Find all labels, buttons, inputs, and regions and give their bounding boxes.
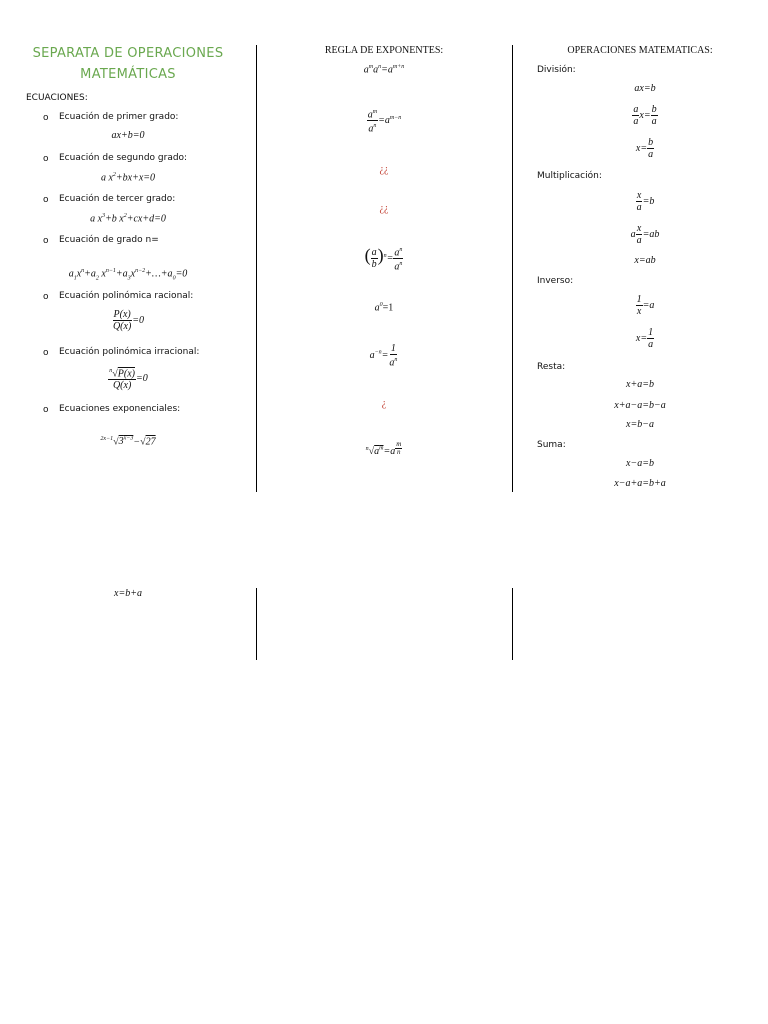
mul-step-2: a $\frac{x}{a}$ =ab bbox=[630, 223, 660, 246]
formula-segundo-grado: a $x^2+bx+x=0$ bbox=[100, 172, 156, 184]
section-ecuaciones: ECUACIONES: bbox=[26, 93, 88, 103]
item-label-exponenciales: Ecuaciones exponenciales: bbox=[59, 404, 181, 414]
item-label-grado-n: Ecuación de grado n= bbox=[59, 235, 159, 245]
divider-left-bottom bbox=[256, 588, 257, 660]
exp-rule-zero-value: =1 bbox=[382, 302, 394, 314]
bullet-icon: o bbox=[43, 154, 49, 164]
label-multiplicacion: Multiplicación: bbox=[537, 171, 602, 181]
item-label-primer-grado: Ecuación de primer grado: bbox=[59, 112, 179, 122]
document-title bbox=[20, 43, 236, 85]
exp-rule-product: $a^ma^n=a^{m+n}$ bbox=[363, 64, 405, 76]
suma-step-2: x−a+a=b+a bbox=[614, 478, 666, 489]
item-label-racional: Ecuación polinómica racional: bbox=[59, 291, 194, 301]
formula-irracional: $\frac{^n√P(x)}{Q(x)}$ =0 bbox=[109, 368, 148, 392]
div-step-3: x= $\frac{b}{a}$ bbox=[635, 137, 654, 160]
exp-rule-zero: $a^0=1$ bbox=[374, 302, 394, 314]
exp-rule-root: $^n√a^m=a$ $^{\frac{m}{n}}$ bbox=[365, 440, 402, 458]
formula-racional: $\frac{P(x)}{Q(x)}$ =0 bbox=[112, 309, 145, 332]
heading-operaciones: OPERACIONES MATEMATICAS: bbox=[567, 45, 713, 56]
label-division: División: bbox=[537, 65, 576, 75]
exp-rule-missing-2: ¿¿ bbox=[379, 203, 389, 214]
item-label-segundo-grado: Ecuación de segundo grado: bbox=[59, 153, 188, 163]
exp-rule-missing-3: ¿ bbox=[381, 398, 387, 409]
inv-step-2: x= $\frac{1}{a}$ bbox=[635, 327, 654, 350]
suma-step-1: x−a=b bbox=[626, 458, 654, 469]
formula-grado-n: $a_1x^n+a_2$ $x^{n-1}+a_3x^{n-2}+\dots+a_0=0$ bbox=[68, 268, 188, 282]
exp-rule-missing-1: ¿¿ bbox=[379, 164, 389, 175]
resta-step-3: x=b−a bbox=[626, 419, 654, 430]
formula-tercer-grado: a $x^3+b$ $x^2+cx+d=0$ bbox=[90, 213, 166, 225]
label-resta: Resta: bbox=[537, 362, 566, 372]
bullet-icon: o bbox=[43, 292, 49, 302]
inv-step-1: $\frac{1}{x}$ =a bbox=[636, 294, 655, 317]
divider-left-top bbox=[256, 45, 257, 492]
bullet-icon: o bbox=[43, 236, 49, 246]
exp-rule-fraction-power: ( $\frac{a}{b}$ )$^n$= $\frac{a^n}{a^n}$ bbox=[364, 245, 403, 273]
title-line-1: SEPARATA DE OPERACIONES bbox=[32, 46, 224, 61]
bullet-icon: o bbox=[43, 113, 49, 123]
label-suma: Suma: bbox=[537, 440, 566, 450]
resta-step-1: x+a=b bbox=[626, 379, 654, 390]
mul-step-1: $\frac{x}{a}$ =b bbox=[636, 190, 655, 213]
resta-step-2: x+a−a=b−a bbox=[614, 400, 666, 411]
divider-right-top bbox=[512, 45, 513, 492]
label-inverso: Inverso: bbox=[537, 276, 574, 286]
formula-exponencial: $^{2x-1}√3^{x-3}-√27$ bbox=[100, 436, 156, 448]
mul-step-3: x=ab bbox=[634, 255, 656, 266]
title-line-2: MATEMÁTICAS bbox=[80, 67, 176, 82]
bullet-icon: o bbox=[43, 405, 49, 415]
divider-right-bottom bbox=[512, 588, 513, 660]
heading-regla-exponentes: REGLA DE EXPONENTES: bbox=[324, 45, 444, 56]
exp-rule-quotient: $\frac{a^m}{a^n}$ $=a^{m-n}$ bbox=[367, 109, 402, 135]
formula-primer-grado: ax+b=0 bbox=[111, 130, 145, 141]
bullet-icon: o bbox=[43, 348, 49, 358]
bullet-icon: o bbox=[43, 195, 49, 205]
div-step-1: ax=b bbox=[634, 83, 656, 94]
exp-rule-negative: $a^{-n}=$ $\frac{1}{a^n}$ bbox=[369, 343, 398, 369]
formula-bottom-left: x=b+a bbox=[114, 588, 142, 599]
item-label-tercer-grado: Ecuación de tercer grado: bbox=[59, 194, 176, 204]
div-step-2: $\frac{a}{a}$ x= $\frac{b}{a}$ bbox=[633, 104, 657, 127]
item-label-irracional: Ecuación polinómica irracional: bbox=[59, 347, 200, 357]
